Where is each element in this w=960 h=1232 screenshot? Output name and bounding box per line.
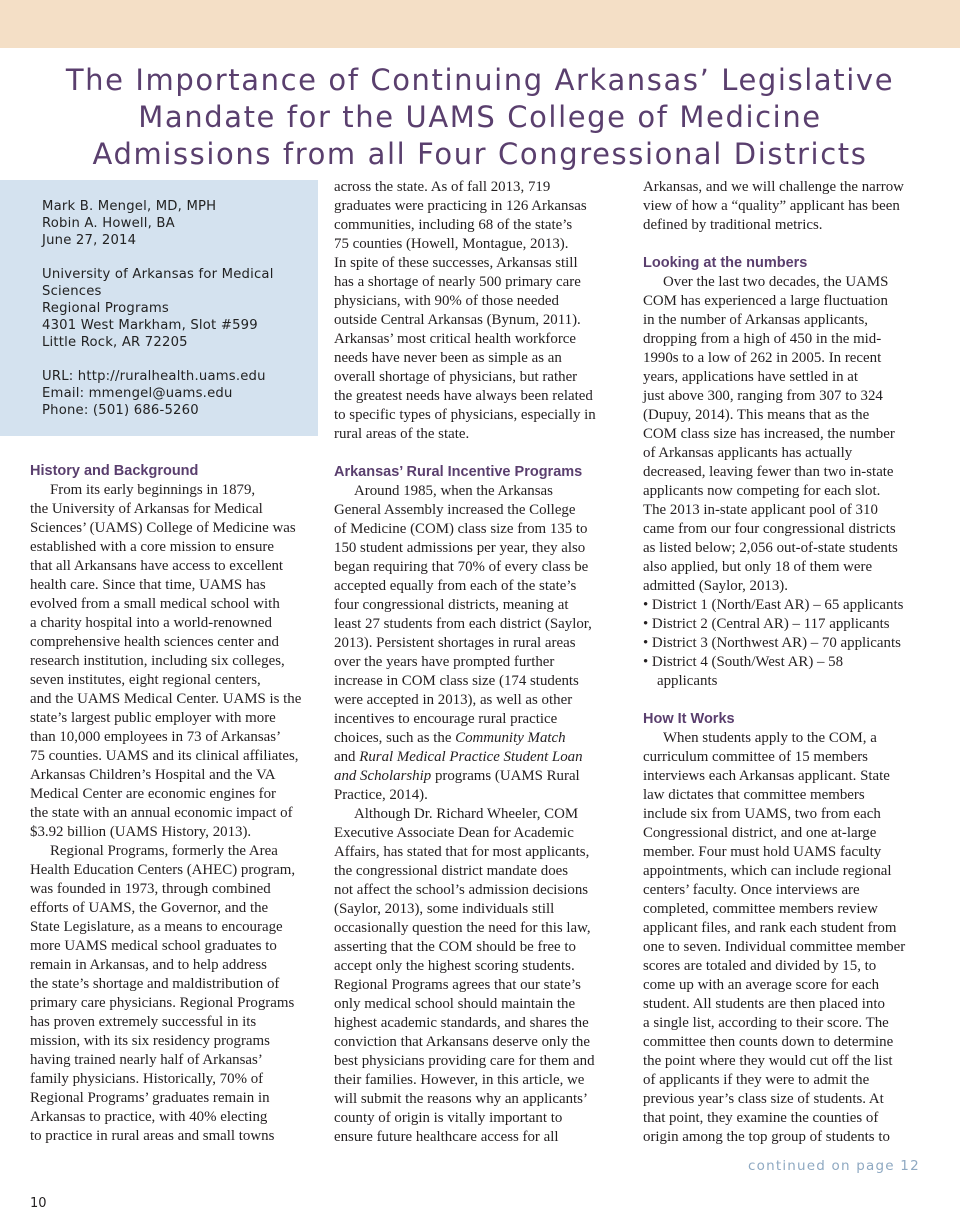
text-line: the state with an annual economic impact of [30,805,293,821]
text-line: has a shortage of nearly 500 primary care [334,274,581,290]
body-paragraph [643,178,943,235]
text-line: a charity hospital into a world-renowned [30,615,272,631]
text-line: years, applications have settled in at [643,369,859,385]
text-line: Practice, 2014). [334,787,428,803]
text-line: 75 counties. UAMS and its clinical affiliates, [30,748,299,764]
text-line: across the state. As of fall 2013, 719 [334,179,551,195]
text-line: origin among the top group of students to [643,1129,890,1145]
address: Little Rock, AR 72205 [42,335,188,350]
text-line: Arkansas, and we will challenge the narrow [643,179,904,195]
text-line: centers’ faculty. Once interviews are [643,882,860,898]
text-line: not affect the school’s admission decisions [334,882,589,898]
text-line: committee then counts down to determine [643,1034,894,1050]
column-2 [334,178,630,1147]
text-line: Congressional district, and one at-large [643,825,877,841]
list-item: • District 2 (Central AR) – 117 applicants [643,616,890,632]
text-line: completed, committee members review [643,901,878,917]
text-line: more UAMS medical school graduates to [30,938,277,954]
text-line: their families. However, in this article, we [334,1072,585,1088]
author-name: Mark B. Mengel, MD, MPH [42,199,217,214]
program-name: Community Match [455,730,566,746]
text-line: communities, including 68 of the state’s [334,217,573,233]
text-line: Executive Associate Dean for Academic [334,825,574,841]
text-line: Over the last two decades, the UAMS [663,274,889,290]
text-line: When students apply to the COM, a [663,730,877,746]
text-line: incentives to encourage rural practice [334,711,558,727]
text-line: four congressional districts, meaning at [334,597,569,613]
text-line: conviction that Arkansans deserve only the [334,1034,590,1050]
text-line: best physicians providing care for them and [334,1053,595,1069]
body-paragraph [334,178,630,444]
text-line: Arkansas Children’s Hospital and the VA [30,767,276,783]
text-line: the congressional district mandate does [334,863,569,879]
text-line: include six from UAMS, two from each [643,806,881,822]
article-title [20,62,940,173]
text-line: admitted (Saylor, 2013). [643,578,788,594]
text-line: and Rural Medical Practice Student Loan [334,749,583,765]
text-line: also applied, but only 18 of them were [643,559,873,575]
text-line: to specific types of physicians, especially in [334,407,596,423]
column-1 [30,462,320,1146]
text-line: The 2013 in-state applicant pool of 310 [643,502,878,518]
article-date: June 27, 2014 [42,233,137,248]
list-item: • District 3 (Northwest AR) – 70 applicants [643,635,901,651]
text-line: law dictates that committee members [643,787,865,803]
text-line: decreased, leaving fewer than two in-state [643,464,894,480]
text-line: efforts of UAMS, the Governor, and the [30,900,269,916]
text-line: member. Four must hold UAMS faculty [643,844,882,860]
numbers-paragraph [643,273,943,596]
address: 4301 West Markham, Slot #599 [42,318,258,333]
text-line: were accepted in 2013), as well as other [334,692,573,708]
list-item: • District 1 (North/East AR) – 65 applicants [643,597,904,613]
text-line: Regional Programs agrees that our state’s [334,977,581,993]
text-line: 1990s to a low of 262 in 2005. In recent [643,350,882,366]
history-paragraphs [30,481,320,1146]
text-line: primary care physicians. Regional Programs [30,995,295,1011]
rural-paragraph [334,482,630,729]
author-name: Robin A. Howell, BA [42,216,175,231]
text-line: Arkansas to practice, with 40% electing [30,1109,268,1125]
author-info [42,198,312,419]
continued-note: continued on page 12 [748,1158,920,1174]
district-list [643,596,943,672]
text-line: appointments, which can include regional [643,863,892,879]
text-line: view of how a “quality” applicant has been [643,198,900,214]
text-line: mission, with its six residency programs [30,1033,270,1049]
text-line: evolved from a small medical school with [30,596,280,612]
url-link[interactable]: URL: http://ruralhealth.uams.edu [42,369,266,384]
text-line: come up with an average score for each [643,977,880,993]
text-line: of Medicine (COM) class size from 135 to [334,521,588,537]
text-line: 2013). Persistent shortages in rural areas [334,635,576,651]
text-line: and the UAMS Medical Center. UAMS is the [30,691,302,707]
text-line: remain in Arkansas, and to help address [30,957,267,973]
text-line: a single list, according to their score. The [643,1015,889,1031]
text-line: accepted equally from each of the state’s [334,578,577,594]
text-line: rural areas of the state. [334,426,470,442]
text-line: as listed below; 2,056 out-of-state students [643,540,898,556]
section-heading: Looking at the numbers [643,255,808,271]
list-item: applicants [657,673,718,689]
text-line: COM class size has increased, the number [643,426,895,442]
text-line: defined by traditional metrics. [643,217,823,233]
text-line: Sciences’ (UAMS) College of Medicine was [30,520,296,536]
text-line: needs have never been as simple as an [334,350,562,366]
section-heading: How It Works [643,711,735,727]
text-line: comprehensive health sciences center and [30,634,279,650]
email-link[interactable]: Email: mmengel@uams.edu [42,386,233,401]
text-line: Regional Programs’ graduates remain in [30,1090,270,1106]
text-line: Affairs, has stated that for most applicants, [334,844,590,860]
text-line: in the number of Arkansas applicants, [643,312,868,328]
text-line: of applicants if they were to admit the [643,1072,870,1088]
text-line: General Assembly increased the College [334,502,576,518]
text-line: Health Education Centers (AHEC) program, [30,862,296,878]
organization: Sciences [42,284,102,299]
text-line: than 10,000 employees in 73 of Arkansas’ [30,729,282,745]
text-line: Regional Programs, formerly the Area [50,843,278,859]
text-line: 75 counties (Howell, Montague, 2013). [334,236,569,252]
text-line: and Scholarship programs (UAMS Rural [334,768,580,784]
text-line: In spite of these successes, Arkansas still [334,255,578,271]
text-line: (Saylor, 2013), some individuals still [334,901,555,917]
text-line: curriculum committee of 15 members [643,749,868,765]
text-line: graduates were practicing in 126 Arkansas [334,198,587,214]
title-line: Mandate for the UAMS College of Medicine [138,100,822,134]
text-line: the point where they would cut off the list [643,1053,893,1069]
text-line: county of origin is vitally important to [334,1110,563,1126]
text-line: highest academic standards, and shares the [334,1015,589,1031]
text-line: least 27 students from each district (Saylor, [334,616,592,632]
text-line: $3.92 billion (UAMS History, 2013). [30,824,252,840]
text-line: has proven extremely successful in its [30,1014,257,1030]
body-paragraph [334,786,630,1147]
text-line: seven institutes, eight regional centers, [30,672,261,688]
text-line: came from our four congressional districts [643,521,896,537]
text-line: of Arkansas applicants has actually [643,445,853,461]
department: Regional Programs [42,301,169,316]
header-band [0,0,960,48]
text-line: the University of Arkansas for Medical [30,501,263,517]
text-line: State Legislature, as a means to encourage [30,919,283,935]
text-line: having trained nearly half of Arkansas’ [30,1052,263,1068]
text-line: overall shortage of physicians, but rather [334,369,578,385]
program-name: and Scholarship [334,768,432,784]
text-line: family physicians. Historically, 70% of [30,1071,264,1087]
text-line: health care. Since that time, UAMS has [30,577,266,593]
text-line: Although Dr. Richard Wheeler, COM [354,806,579,822]
text-line: only medical school should maintain the [334,996,576,1012]
text-line: was founded in 1973, through combined [30,881,271,897]
text-line: that all Arkansans have access to excellent [30,558,284,574]
title-line: Admissions from all Four Congressional Districts [92,137,868,171]
text-line: COM has experienced a large fluctuation [643,293,888,309]
text-line: student. All students are then placed into [643,996,885,1012]
text-line: state’s largest public employer with more [30,710,276,726]
section-heading: Arkansas’ Rural Incentive Programs [334,464,583,480]
organization: University of Arkansas for Medical [42,267,274,282]
text-line: applicants now competing for each slot. [643,483,881,499]
column-3 [643,178,943,1147]
list-item: • District 4 (South/West AR) – 58 [643,654,844,670]
text-line: previous year’s class size of students. At [643,1091,884,1107]
text-line: choices, such as the Community Match [334,730,566,746]
how-paragraph [643,729,943,1147]
text-line: From its early beginnings in 1879, [50,482,256,498]
text-line: to practice in rural areas and small towns [30,1128,275,1144]
section-heading: History and Background [30,463,199,479]
text-line: Around 1985, when the Arkansas [354,483,553,499]
page-number: 10 [30,1196,47,1211]
text-line: research institution, including six colleges, [30,653,285,669]
text-line: the greatest needs have always been related [334,388,593,404]
text-line: physicians, with 90% of those needed [334,293,559,309]
phone: Phone: (501) 686-5260 [42,403,199,418]
text-line: over the years have prompted further [334,654,555,670]
text-line: Medical Center are economic engines for [30,786,277,802]
text-line: dropping from a high of 450 in the mid- [643,331,882,347]
text-line: ensure future healthcare access for all [334,1129,559,1145]
text-line: one to seven. Individual committee member [643,939,906,955]
text-line: scores are totaled and divided by 15, to [643,958,877,974]
program-name: Rural Medical Practice Student Loan [359,749,583,765]
text-line: outside Central Arkansas (Bynum, 2011). [334,312,581,328]
text-line: interviews each Arkansas applicant. State [643,768,890,784]
text-line: just above 300, ranging from 307 to 324 [643,388,883,404]
text-line: will submit the reasons why an applicants’ [334,1091,588,1107]
text-line: began requiring that 70% of every class be [334,559,589,575]
text-line: asserting that the COM should be free to [334,939,576,955]
text-line: Arkansas’ most critical health workforce [334,331,577,347]
text-line: increase in COM class size (174 students [334,673,579,689]
text-line: established with a core mission to ensure [30,539,274,555]
text-line: 150 student admissions per year, they also [334,540,586,556]
title-line: The Importance of Continuing Arkansas’ Legislative [65,63,895,97]
text-line: that point, they examine the counties of [643,1110,879,1126]
text-line: applicant files, and rank each student from [643,920,897,936]
text-line: accept only the highest scoring students. [334,958,575,974]
text-line: occasionally question the need for this law, [334,920,591,936]
text-line: (Dupuy, 2014). This means that as the [643,407,870,423]
text-line: the state’s shortage and maldistribution of [30,976,280,992]
